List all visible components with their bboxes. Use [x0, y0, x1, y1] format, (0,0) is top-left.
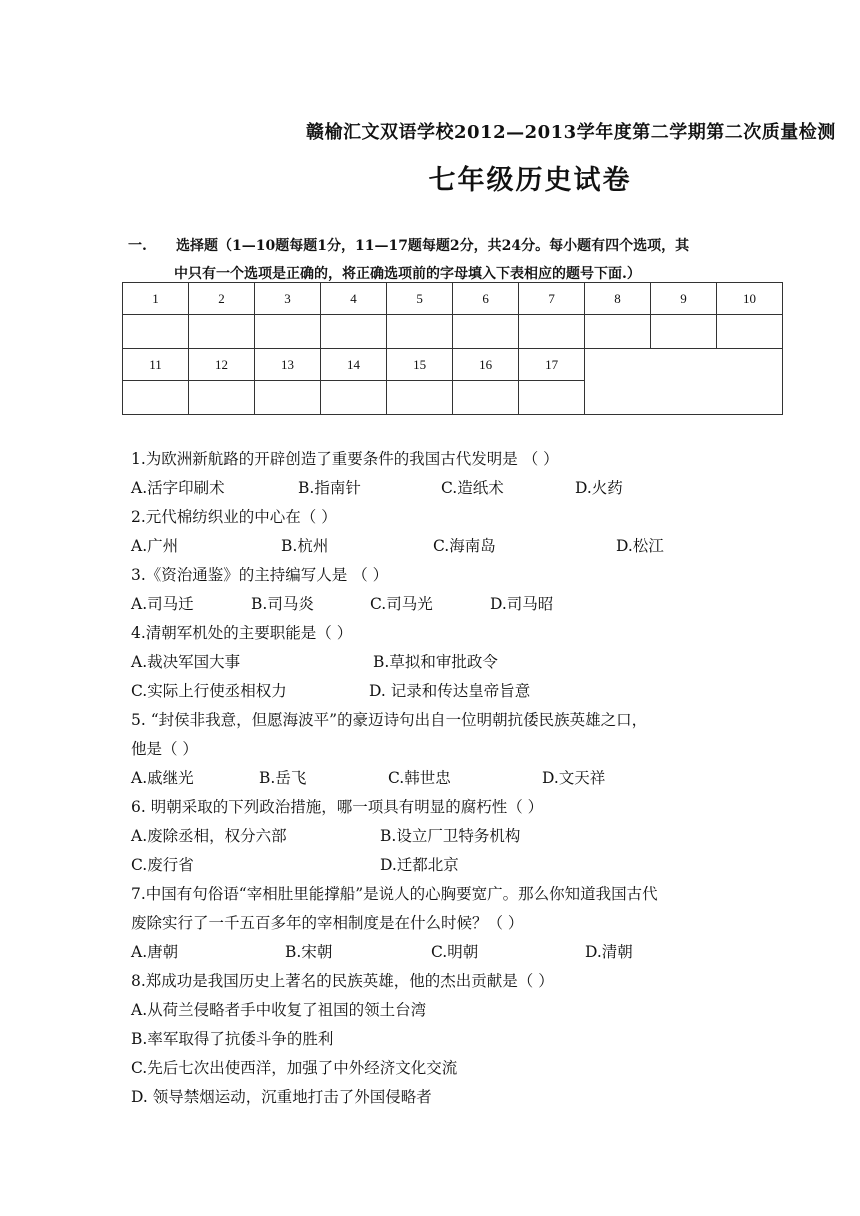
option-row — [131, 822, 751, 851]
answer-cell[interactable] — [585, 315, 651, 349]
option: C.造纸术 — [441, 479, 504, 497]
answer-grid — [122, 282, 783, 415]
instructions-line-1: 选择题（1—10题每题1分，11—17题每题2分，共24分。每小题有四个选项，其 — [176, 238, 690, 254]
grid-number: 5 — [387, 283, 453, 315]
option-row — [131, 532, 751, 561]
option: B.草拟和审批政令 — [373, 653, 498, 671]
instructions-line-2: 中只有一个选项是正确的，将正确选项前的字母填入下表相应的题号下面.） — [174, 266, 641, 282]
option-row — [131, 474, 751, 503]
answer-cell[interactable] — [189, 381, 255, 415]
grid-number: 3 — [255, 283, 321, 315]
answer-grid-header-row-1 — [123, 283, 783, 315]
option: B.设立厂卫特务机构 — [380, 827, 521, 845]
option-row — [131, 648, 751, 677]
option: B.司马炎 — [251, 595, 314, 613]
option: B.杭州 — [281, 537, 329, 555]
question-stem: 6. 明朝采取的下列政治措施，哪一项具有明显的腐朽性（ ） — [131, 798, 544, 816]
section-instructions — [128, 232, 689, 288]
option: A.活字印刷术 — [131, 479, 225, 497]
question-stem: 5. “封侯非我意，但愿海波平”的豪迈诗句出自一位明朝抗倭民族英雄之口， — [131, 711, 648, 729]
answer-cell[interactable] — [321, 315, 387, 349]
answer-cell[interactable] — [189, 315, 255, 349]
option: D.松江 — [616, 537, 664, 555]
grid-number: 12 — [189, 349, 255, 381]
option-line: A.从荷兰侵略者手中收复了祖国的领土台湾 — [131, 1001, 427, 1019]
question-stem: 8.郑成功是我国历史上著名的民族英雄，他的杰出贡献是（ ） — [131, 972, 554, 990]
answer-cell[interactable] — [453, 315, 519, 349]
option-line: C.先后七次出使西洋，加强了中外经济文化交流 — [131, 1059, 458, 1077]
option: D.火药 — [575, 479, 623, 497]
answer-cell[interactable] — [321, 381, 387, 415]
section-number: 一. — [128, 238, 147, 254]
question-stem: 1.为欧洲新航路的开辟创造了重要条件的我国古代发明是 （ ） — [131, 450, 559, 468]
answer-cell[interactable] — [716, 315, 782, 349]
option: C.废行省 — [131, 856, 194, 874]
option: A.裁决军国大事 — [131, 653, 241, 671]
grid-number: 4 — [321, 283, 387, 315]
option: C.明朝 — [431, 943, 479, 961]
answer-cell[interactable] — [255, 381, 321, 415]
grid-number: 11 — [123, 349, 189, 381]
option-row — [131, 851, 751, 880]
option: C.实际上行使丞相权力 — [131, 682, 287, 700]
option: A.废除丞相，权分六部 — [131, 827, 287, 845]
question-list — [131, 445, 751, 1112]
answer-cell[interactable] — [123, 315, 189, 349]
option-row — [131, 677, 751, 706]
answer-cell[interactable] — [651, 315, 717, 349]
question-stem: 2.元代棉纺织业的中心在（ ） — [131, 508, 337, 526]
school-title: 赣榆汇文双语学校2012—2013学年度第二学期第二次质量检测 — [306, 122, 836, 143]
option: D.司马昭 — [490, 595, 554, 613]
question-stem: 3.《资治通鉴》的主持编写人是 （ ） — [131, 566, 389, 584]
grid-number: 6 — [453, 283, 519, 315]
option: D.清朝 — [585, 943, 633, 961]
grid-number: 15 — [387, 349, 453, 381]
answer-cell[interactable] — [519, 315, 585, 349]
grid-number: 16 — [453, 349, 519, 381]
grid-number: 8 — [585, 283, 651, 315]
option-row — [131, 590, 751, 619]
question-stem: 废除实行了一千五百多年的宰相制度是在什么时候？（ ） — [131, 914, 524, 932]
grid-number: 13 — [255, 349, 321, 381]
option: B.指南针 — [298, 479, 361, 497]
option: D.迁都北京 — [380, 856, 459, 874]
option-row — [131, 938, 751, 967]
option-line: D. 领导禁烟运动，沉重地打击了外国侵略者 — [131, 1088, 432, 1106]
answer-grid-header-row-2 — [123, 349, 783, 381]
answer-cell[interactable] — [387, 381, 453, 415]
answer-cell[interactable] — [387, 315, 453, 349]
option: A.唐朝 — [131, 943, 179, 961]
option: A.广州 — [131, 537, 179, 555]
answer-cell[interactable] — [255, 315, 321, 349]
answer-cell[interactable] — [519, 381, 585, 415]
grid-number: 1 — [123, 283, 189, 315]
option-row — [131, 764, 751, 793]
grid-number: 10 — [716, 283, 782, 315]
option: C.海南岛 — [433, 537, 496, 555]
answer-cell[interactable] — [123, 381, 189, 415]
option: B.岳飞 — [259, 769, 307, 787]
answer-grid-blank-row-1 — [123, 315, 783, 349]
question-stem: 7.中国有句俗语“宰相肚里能撑船”是说人的心胸要宽广。那么你知道我国古代 — [131, 885, 658, 903]
option: A.戚继光 — [131, 769, 194, 787]
option: C.韩世忠 — [388, 769, 451, 787]
grid-empty-block — [585, 349, 783, 415]
question-stem: 他是（ ） — [131, 740, 198, 758]
grid-number: 2 — [189, 283, 255, 315]
option: C.司马光 — [370, 595, 433, 613]
grid-number: 17 — [519, 349, 585, 381]
answer-cell[interactable] — [453, 381, 519, 415]
option: A.司马迁 — [131, 595, 194, 613]
question-stem: 4.清朝军机处的主要职能是（ ） — [131, 624, 353, 642]
grid-number: 14 — [321, 349, 387, 381]
option: D.文天祥 — [542, 769, 606, 787]
option: B.宋朝 — [285, 943, 333, 961]
option: D. 记录和传达皇帝旨意 — [369, 682, 531, 700]
grid-number: 9 — [651, 283, 717, 315]
exam-title: 七年级历史试卷 — [428, 165, 632, 196]
option-line: B.率军取得了抗倭斗争的胜利 — [131, 1030, 334, 1048]
grid-number: 7 — [519, 283, 585, 315]
